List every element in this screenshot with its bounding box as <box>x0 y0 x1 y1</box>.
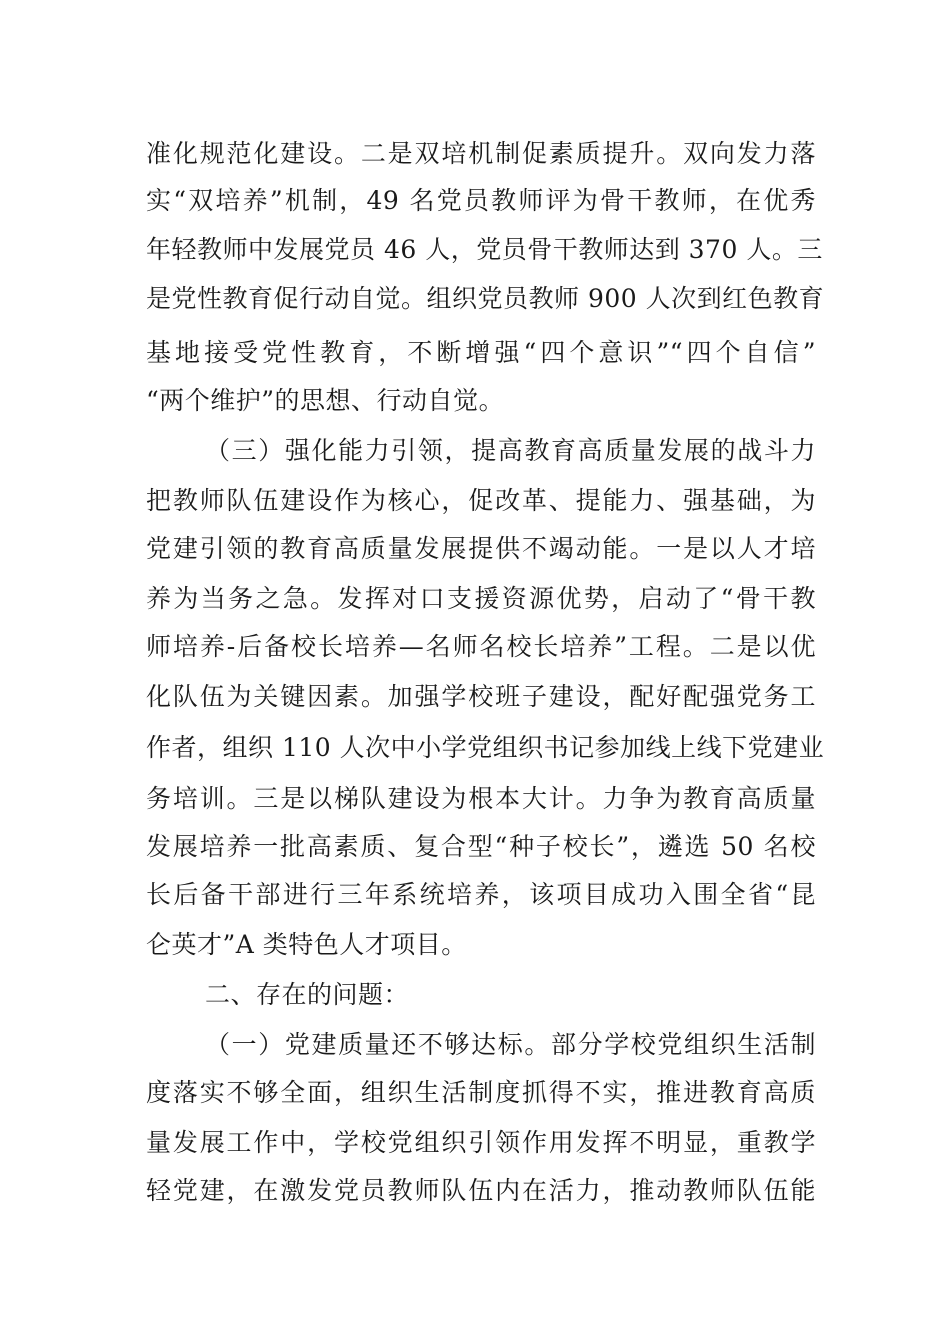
paragraph-line: 年轻教师中发展党员 46 人，党员骨干教师达到 370 人。三 <box>146 235 823 264</box>
paragraph-line: 是党性教育促行动自觉。组织党员教师 900 人次到红色教育 <box>146 284 825 313</box>
paragraph-line: 轻党建，在激发党员教师队伍内在活力，推动教师队伍能 <box>146 1176 816 1205</box>
paragraph-line: 发展培养一批高素质、复合型“种子校长”，遴选 50 名校 <box>146 832 816 861</box>
paragraph-line: 养为当务之急。发挥对口支援资源优势，启动了“骨干教 <box>146 584 816 613</box>
paragraph-line: 长后备干部进行三年系统培养，该项目成功入围全省“昆 <box>146 880 816 909</box>
paragraph-line: 党建引领的教育高质量发展提供不竭动能。一是以人才培 <box>146 534 816 563</box>
paragraph-line: 仑英才”A 类特色人才项目。 <box>146 930 467 959</box>
paragraph-line: 基地接受党性教育，不断增强“四个意识”“四个自信” <box>146 338 816 367</box>
paragraph-line: “两个维护”的思想、行动自觉。 <box>146 386 505 415</box>
paragraph-line: 作者，组织 110 人次中小学党组织书记参加线上线下党建业 <box>146 733 825 762</box>
section-heading: （一）党建质量还不够达标。部分学校党组织生活制 <box>205 1030 816 1059</box>
paragraph-line: 把教师队伍建设作为核心，促改革、提能力、强基础，为 <box>146 486 816 515</box>
paragraph-line: 实“双培养”机制，49 名党员教师评为骨干教师，在优秀 <box>146 186 816 215</box>
paragraph-line: 务培训。三是以梯队建设为根本大计。力争为教育高质量 <box>146 784 816 813</box>
paragraph-line: 量发展工作中，学校党组织引领作用发挥不明显，重教学 <box>146 1128 816 1157</box>
paragraph-line: 准化规范化建设。二是双培机制促素质提升。双向发力落 <box>146 139 816 168</box>
section-heading: 二、存在的问题： <box>205 980 410 1009</box>
paragraph-line: 化队伍为关键因素。加强学校班子建设，配好配强党务工 <box>146 682 816 711</box>
paragraph-line: 度落实不够全面，组织生活制度抓得不实，推进教育高质 <box>146 1078 816 1107</box>
paragraph-line: 师培养-后备校长培养—名师名校长培养”工程。二是以优 <box>146 632 816 661</box>
section-heading: （三）强化能力引领，提高教育高质量发展的战斗力 <box>205 436 816 465</box>
